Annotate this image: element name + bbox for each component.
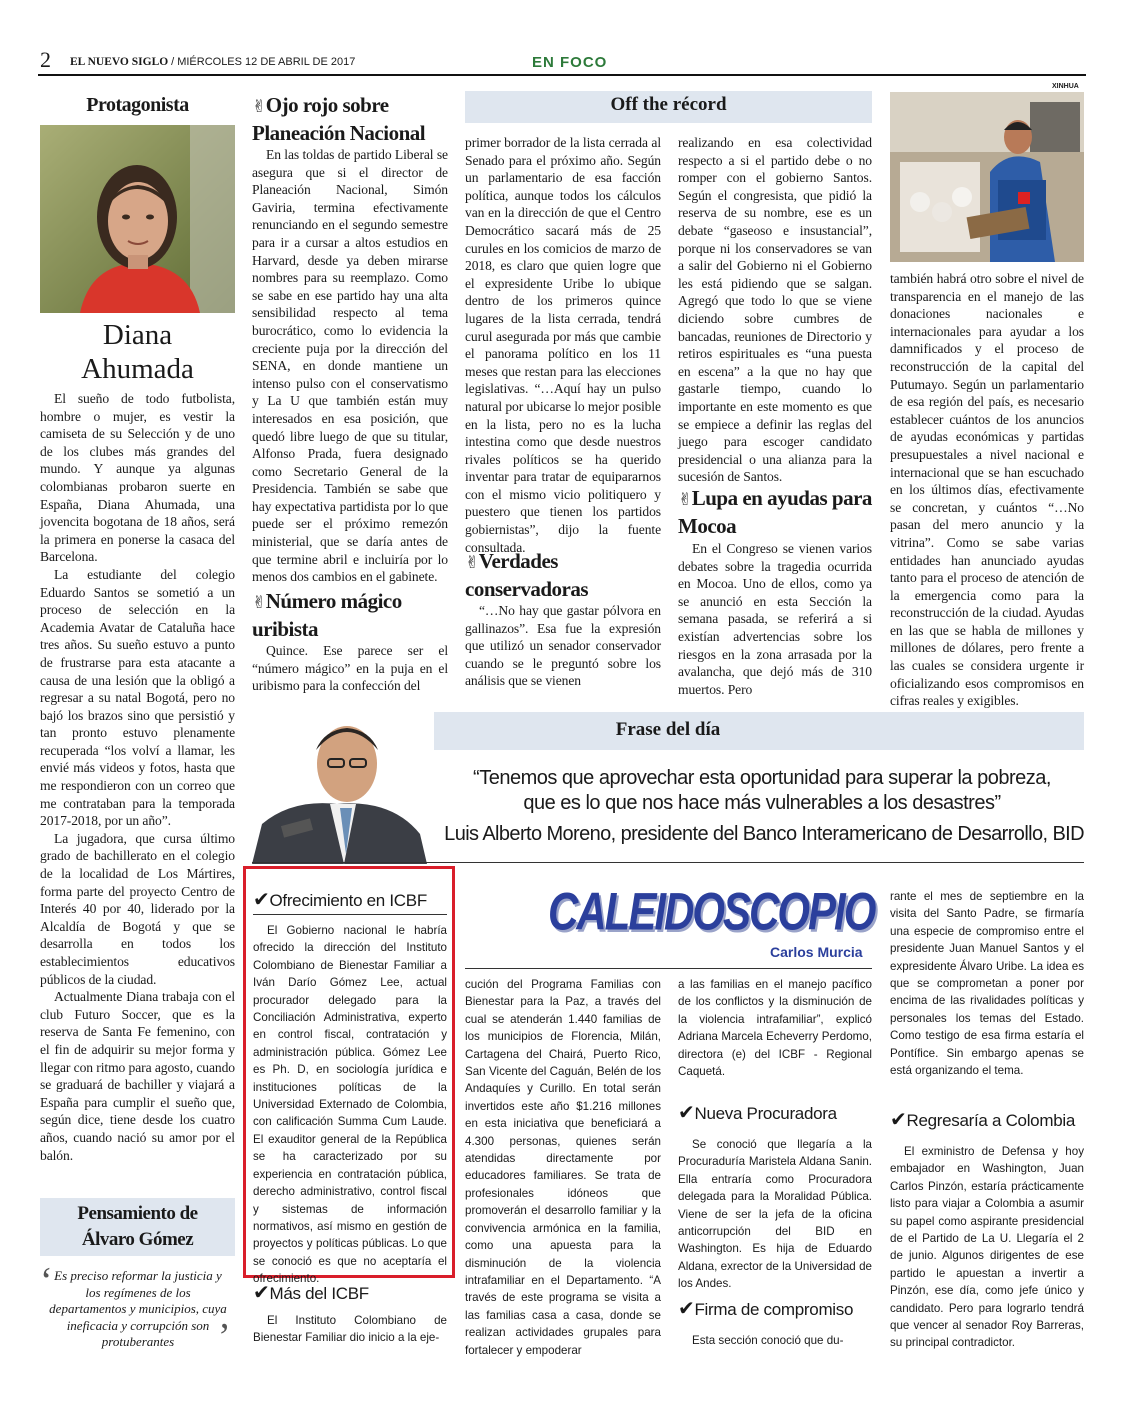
protagonista-paragraph: La estudiante del colegio Eduardo Santos se sometió a un proceso de selección en la Academia Avatar de Cataluña hace tres años. Su sueño estuvo a punto de frustrarse para esta atacante a causa de una lesión que la obligó a regresar a su natal Bogotá, pero no bajó los brazos sino que persistió y tan pronto estuvo plenamente recuperada “los volví a llamar, les envié más videos y fotos, hasta que me respondieron con un correo que me contrataban para la temporada 2017-2018, por un año”.	[40, 566, 235, 829]
ofrecimiento-title: Ofrecimiento en ICBF	[269, 891, 427, 910]
ofrecimiento-body	[253, 922, 447, 1288]
ofrecimiento-headline	[253, 888, 449, 912]
speaker-image	[252, 704, 434, 864]
lupa-headline	[678, 485, 872, 539]
open-quote-icon: ‘	[40, 1260, 53, 1302]
regresaria-body	[890, 1143, 1084, 1352]
frase-quote	[440, 766, 1084, 816]
issue-date: / MIÉRCOLES 12 DE ABRIL DE 2017	[171, 56, 356, 68]
firma-title: Firma de compromiso	[694, 1300, 854, 1319]
caleidoscopio-col-c	[678, 976, 872, 1080]
firma-body	[678, 1332, 872, 1349]
mas-icbf-title: Más del ICBF	[269, 1284, 369, 1303]
pensamiento-title-line2: Álvaro Gómez	[81, 1229, 194, 1250]
masthead	[70, 56, 355, 68]
numero-magico-body	[252, 642, 448, 695]
firma-paragraph: Esta sección conoció que du-	[692, 1334, 844, 1347]
ojo-rojo-body	[252, 146, 448, 586]
firma-headline	[678, 1297, 874, 1321]
protagonista-paragraph: La jugadora, que cursa último grado de bachillerato en el colegio de la localidad de Los Mártires, forma parte del proyecto Centro de Interés 40 por 40, liderado por la Alcaldía de Bogotá y que se desarrolla en todos los establecimientos educativos públicos de la ciudad.	[40, 830, 235, 987]
mas-icbf-paragraph: El Instituto Colombiano de Bienestar Familiar dio inicio a la eje-	[253, 1314, 447, 1345]
mas-icbf-body	[253, 1312, 447, 1347]
frase-del-dia-bar: Frase del día	[252, 712, 1084, 750]
procuradora-paragraph: Se conoció que llegaría a la Procuraduría Maristela Aldana Sanin. Ella entraría como Procuradora delegada para la Moralidad Pública. Viene de ser la jefa de la oficina anticorrupción del BID en Washington. Es hija de Eduardo Aldana, exrector de la Universidad de los Andes.	[678, 1138, 872, 1291]
frase-rule	[252, 862, 1084, 863]
programa-familias-paragraph: cución del Programa Familias con Bienestar para la Paz, a través del cual se atenderán 1.440 familias de los municipios de Florencia, Milán, Cartagena del Chairá, Puerto Rico, San Vicente del Caguán, Belén de los Andaquíes y Curillo. En total serán invertidos este año $1.216 millones en esta iniciativa que beneficiará a 4.300 personas, quienes serán atendidas directamente por educadores familiares. Se trata de profesionales idóneos que promoverán el desarrollo familiar y la convivencia armónica en la familia, como una apuesta para la disminución de la violencia intrafamiliar en el Departamento. “A través de este programa se visita a las familias casa a casa, donde se realizan actividades grupales para fortalecer y empoderar	[465, 978, 661, 1357]
pensamiento-title-line1: Pensamiento de	[77, 1203, 198, 1224]
off-the-record-bar: Off the récord	[465, 91, 872, 123]
procuradora-title: Nueva Procuradora	[694, 1104, 837, 1123]
verdades-title: Verdades conservadoras	[465, 549, 588, 601]
rescue-worker-image	[890, 92, 1084, 262]
page-number: 2	[40, 47, 51, 72]
protagonista-photo	[40, 125, 235, 313]
ojo-rojo-paragraph: En las toldas de partido Liberal se asegura que si el director de Planeación Nacional, Simón Gaviria, termina efectivamente renunciando en el segundo semestre para ir a cursar a altos estudios en Harvard, desde ya deben mirarse nombres para su reemplazo. Como se sabe en ese partido hay una alta sensibilidad respecto al tema burocrático, como lo evidencia la creciente puja por la dirección del SENA, en donde mantiene un intenso pulso con el conservatismo y La U que también están muy interesados en esa posición, que quedó libre luego de que su titular, Alfonso Prada, fuera designado como Secretario General de la Presidencia. También se sabe que hay expectativa partidista por lo que puede ser el próximo remezón ministerial, que se daría antes de que termine abril e incluiría por lo menos dos cambios en el gabinete.	[252, 147, 448, 585]
verdades-paragraph: “…No hay que gastar pólvora en gallinazos”. Esa fue la expresión que utilizó un senador conservador cuando se le preguntó sobre los análisis que se vienen	[465, 603, 661, 689]
protagonista-paragraph: Actualmente Diana trabaja con el club Futuro Soccer, que es la reserva de Santa Fe femenino, con el fin de adquirir su mejor forma y llegar con ritmo para agosto, cuando se graduará de bachiller y viajará a España para cumplir el sueño que, según dice, tiene desde los cuatro años, cuando nació su amor por el balón.	[40, 989, 235, 1163]
protagonista-paragraph: El sueño de todo futbolista, hombre o mujer, es vestir la camiseta de su Selección y de uno de los clubes más grandes del mundo. Y aunque ya algunas colombianas probaron suerte en España, Diana Ahumada, una jovencita bogotana de 18 años, será la primera en ponerse la casaca del Barcelona.	[40, 391, 235, 565]
offrecord-paragraph: también habrá otro sobre el nivel de transparencia en el manejo de las donaciones nacionales e internacionales para ayudar a los damnificados y el proceso de reconstrucción de la capital del Putumayo. Según un parlamentario de esa región del país, es necesario establecer cuántos de los anuncios de ayudas económicas y partidas presupuestales a nivel nacional e internacional que se han escuchado en los últimos días, efectivamente se concretan, y cuántos “…No pasan del mero anuncio y la vitrina”. Como se sabe varias entidades han anunciado ayudas tanto para el proceso de atención de la emergencia como para la reconstrucción de la ciudad. Ayudas en las que se habla de millones y millones de dólares, pero frente a las cuales se considera urgente ir oficializando esos compromisos en cifras reales y exigibles.	[890, 271, 1084, 709]
regresaria-headline	[890, 1108, 1086, 1132]
regresaria-paragraph: El exministro de Defensa y hoy embajador en Washington, Juan Carlos Pinzón, estaría prácticamente listo para viajar a Colombia a asumir su papel como aspirante presidencial de el Partido de La U. Llegaría el 2 de junio. Algunos dirigentes de ese partido le apuestan a invertir a Pinzón, ese día, como jefe único y candidato. Pero para lograrlo tendrá que vencer al senador Roy Barreras, su principal contradictor.	[890, 1145, 1084, 1350]
paper-name: EL NUEVO SIGLO	[70, 56, 169, 68]
programa-familias-continued: a las familias en el manejo pacífico de los conflictos y la disminución de la violencia intrafamiliar”, explicó Adriana Marcela Echeverry Perdomo, directora (e) del ICBF - Regional Caquetá.	[678, 978, 872, 1079]
caleidoscopio-rule	[465, 968, 872, 969]
caleidoscopio-col-b	[465, 976, 661, 1359]
offrecord-col-b	[678, 134, 872, 486]
photo-credit: XINHUA	[1052, 83, 1079, 90]
check-mark-icon: ✔	[678, 1296, 695, 1320]
firma-continued: rante el mes de septiembre en la visita del Santo Padre, se firmaría una especie de compromiso entre el presidente Juan Manuel Santos y el expresidente Álvaro Uribe. La idea es que se comprometan a poner por encima de las rivalidades políticas y personales los temas del Estado. Como testigo de esa firma estaría el Pontífice. Sin embargo apenas se está organizando el tema.	[890, 890, 1084, 1078]
offrecord-col-a	[465, 134, 661, 556]
lupa-title: Lupa en ayudas para Mocoa	[678, 486, 872, 538]
victory-hand-icon: ✌	[252, 593, 266, 613]
protagonista-label: Protagonista	[86, 94, 189, 116]
lupa-body	[678, 540, 872, 698]
portrait-image	[40, 125, 235, 313]
frase-quote-line2: que es lo que nos hace más vulnerables a los desastres”	[523, 792, 1001, 814]
numero-magico-paragraph: Quince. Ese parece ser el “número mágico” en la puja en el uribismo para la confección del	[252, 643, 448, 694]
check-mark-icon: ✔	[678, 1100, 695, 1124]
close-quote-icon: ’	[218, 1316, 231, 1358]
verdades-body	[465, 602, 661, 690]
ofrecimiento-paragraph: El Gobierno nacional le habría ofrecido la dirección del Instituto Colombiano de Bienestar Familiar a Iván Darío Gómez Lee, actual procurador delegado para la Conciliación Administrativa, experto en control fiscal, contratación y administración pública. Gómez Lee es Ph. D, en sociología jurídica e instituciones políticas de la Universidad Externado de Colombia, con calificación Summa Cum Laude. El exauditor general de la República se ha caracterizado por su experiencia en contratación pública, derecho administrativo, control fiscal y sistemas de información normativos, así mismo en gestión de proyectos y políticas públicas. Lo que se conoció es que no aceptaría el ofrecimiento.	[253, 924, 447, 1286]
lupa-paragraph: En el Congreso se vienen varios debates sobre la tragedia ocurrida en Mocoa. Uno de ellos, como ya se anunció en esta Sección la semana pasada, se referirá a si existían advertencias sobre los riesgos en la zona arrasada por la avalancha, que dejó más de 310 muertos. Pero	[678, 541, 872, 697]
check-mark-icon: ✔	[253, 887, 270, 911]
verdades-headline	[465, 548, 661, 602]
ofrecimiento-underline	[253, 914, 447, 915]
header-rule	[38, 74, 1086, 76]
mas-icbf-headline	[253, 1281, 449, 1305]
pensamiento-quote: Es preciso reformar la justicia y los regímenes de los departamentos y municipios, cuya ineficacia y corrupción son protuberantes	[49, 1268, 227, 1349]
frase-quote-line1: “Tenemos que aprovechar esta oportunidad para superar la pobreza,	[473, 767, 1051, 789]
protagonista-article	[40, 390, 235, 1164]
pensamiento-title-box	[40, 1198, 235, 1256]
victory-hand-icon: ✌	[252, 97, 266, 117]
caleidoscopio-col-d	[890, 888, 1084, 1079]
frase-author: Luis Alberto Moreno, presidente del Banco Interamericano de Desarrollo, BID	[444, 823, 1084, 845]
procuradora-body	[678, 1136, 872, 1293]
ojo-rojo-title: Ojo rojo sobre Planeación Nacional	[252, 93, 426, 145]
mocoa-photo	[890, 92, 1084, 262]
protagonist-last-name: Ahumada	[81, 353, 194, 385]
regresaria-title: Regresaría a Colombia	[906, 1111, 1075, 1130]
procuradora-headline	[678, 1101, 874, 1125]
numero-magico-title: Número mágico uribista	[252, 589, 402, 641]
caleidoscopio-author: Carlos Murcia	[770, 944, 863, 960]
offrecord-paragraph: realizando en esa colectividad respecto a si el partido debe o no romper con el gobierno Santos. Según el congresista, que pidió la reserva de su nombre, ese es un debate “gaseoso e insustancial”, porque ni los conservadores se van a salir del Gobierno ni el Gobierno les está pidiendo que se salgan. Agregó que todo lo que se viene diciendo sobre cumbres de bancadas, reuniones de Directorio y retiros espirituales es “una puesta en escena” a la que no hay que gastarle tiempo, cuando lo importante en este momento es que se empiece a definir las reglas del juego para escoger candidato presidencial o una alianza para la sucesión de Santos.	[678, 135, 872, 485]
victory-hand-icon: ✌	[465, 553, 479, 573]
protagonist-name	[40, 318, 235, 386]
check-mark-icon: ✔	[890, 1107, 907, 1131]
protagonist-first-name: Diana	[102, 319, 173, 351]
check-mark-icon: ✔	[253, 1280, 270, 1304]
offrecord-col-c	[890, 270, 1084, 710]
ojo-rojo-headline	[252, 92, 448, 146]
caleidoscopio-logo: CALEIDOSCOPIO	[548, 882, 875, 941]
speaker-photo	[252, 704, 434, 864]
offrecord-paragraph: primer borrador de la lista cerrada al Senado para el próximo año. Según un parlamentario de esa facción política, aunque todos los cálculos van en la dirección de que el Centro Democrático sacará más de 25 curules en los comicios de marzo de 2018, es claro que quien logre que el expresidente Uribe lo ubique dentro de los primeros quince lugares de la lista cerrada, tendrá curul asegurada por más que cambie el panorama político en los 11 meses que restan para las elecciones legislativas. “…Aquí hay un pulso natural por ubicarse lo mejor posible en la lista, pero no es la lucha intestina como que desde nuestros rivales políticos se ha querido inventar para tratar de equipararnos con el mismo vicio politiquero y puestero que tienen los partidos gobiernistas”, dijo la fuente consultada.	[465, 135, 661, 555]
numero-magico-headline	[252, 588, 448, 642]
section-label: EN FOCO	[532, 54, 608, 71]
victory-hand-icon: ✌	[678, 490, 692, 510]
